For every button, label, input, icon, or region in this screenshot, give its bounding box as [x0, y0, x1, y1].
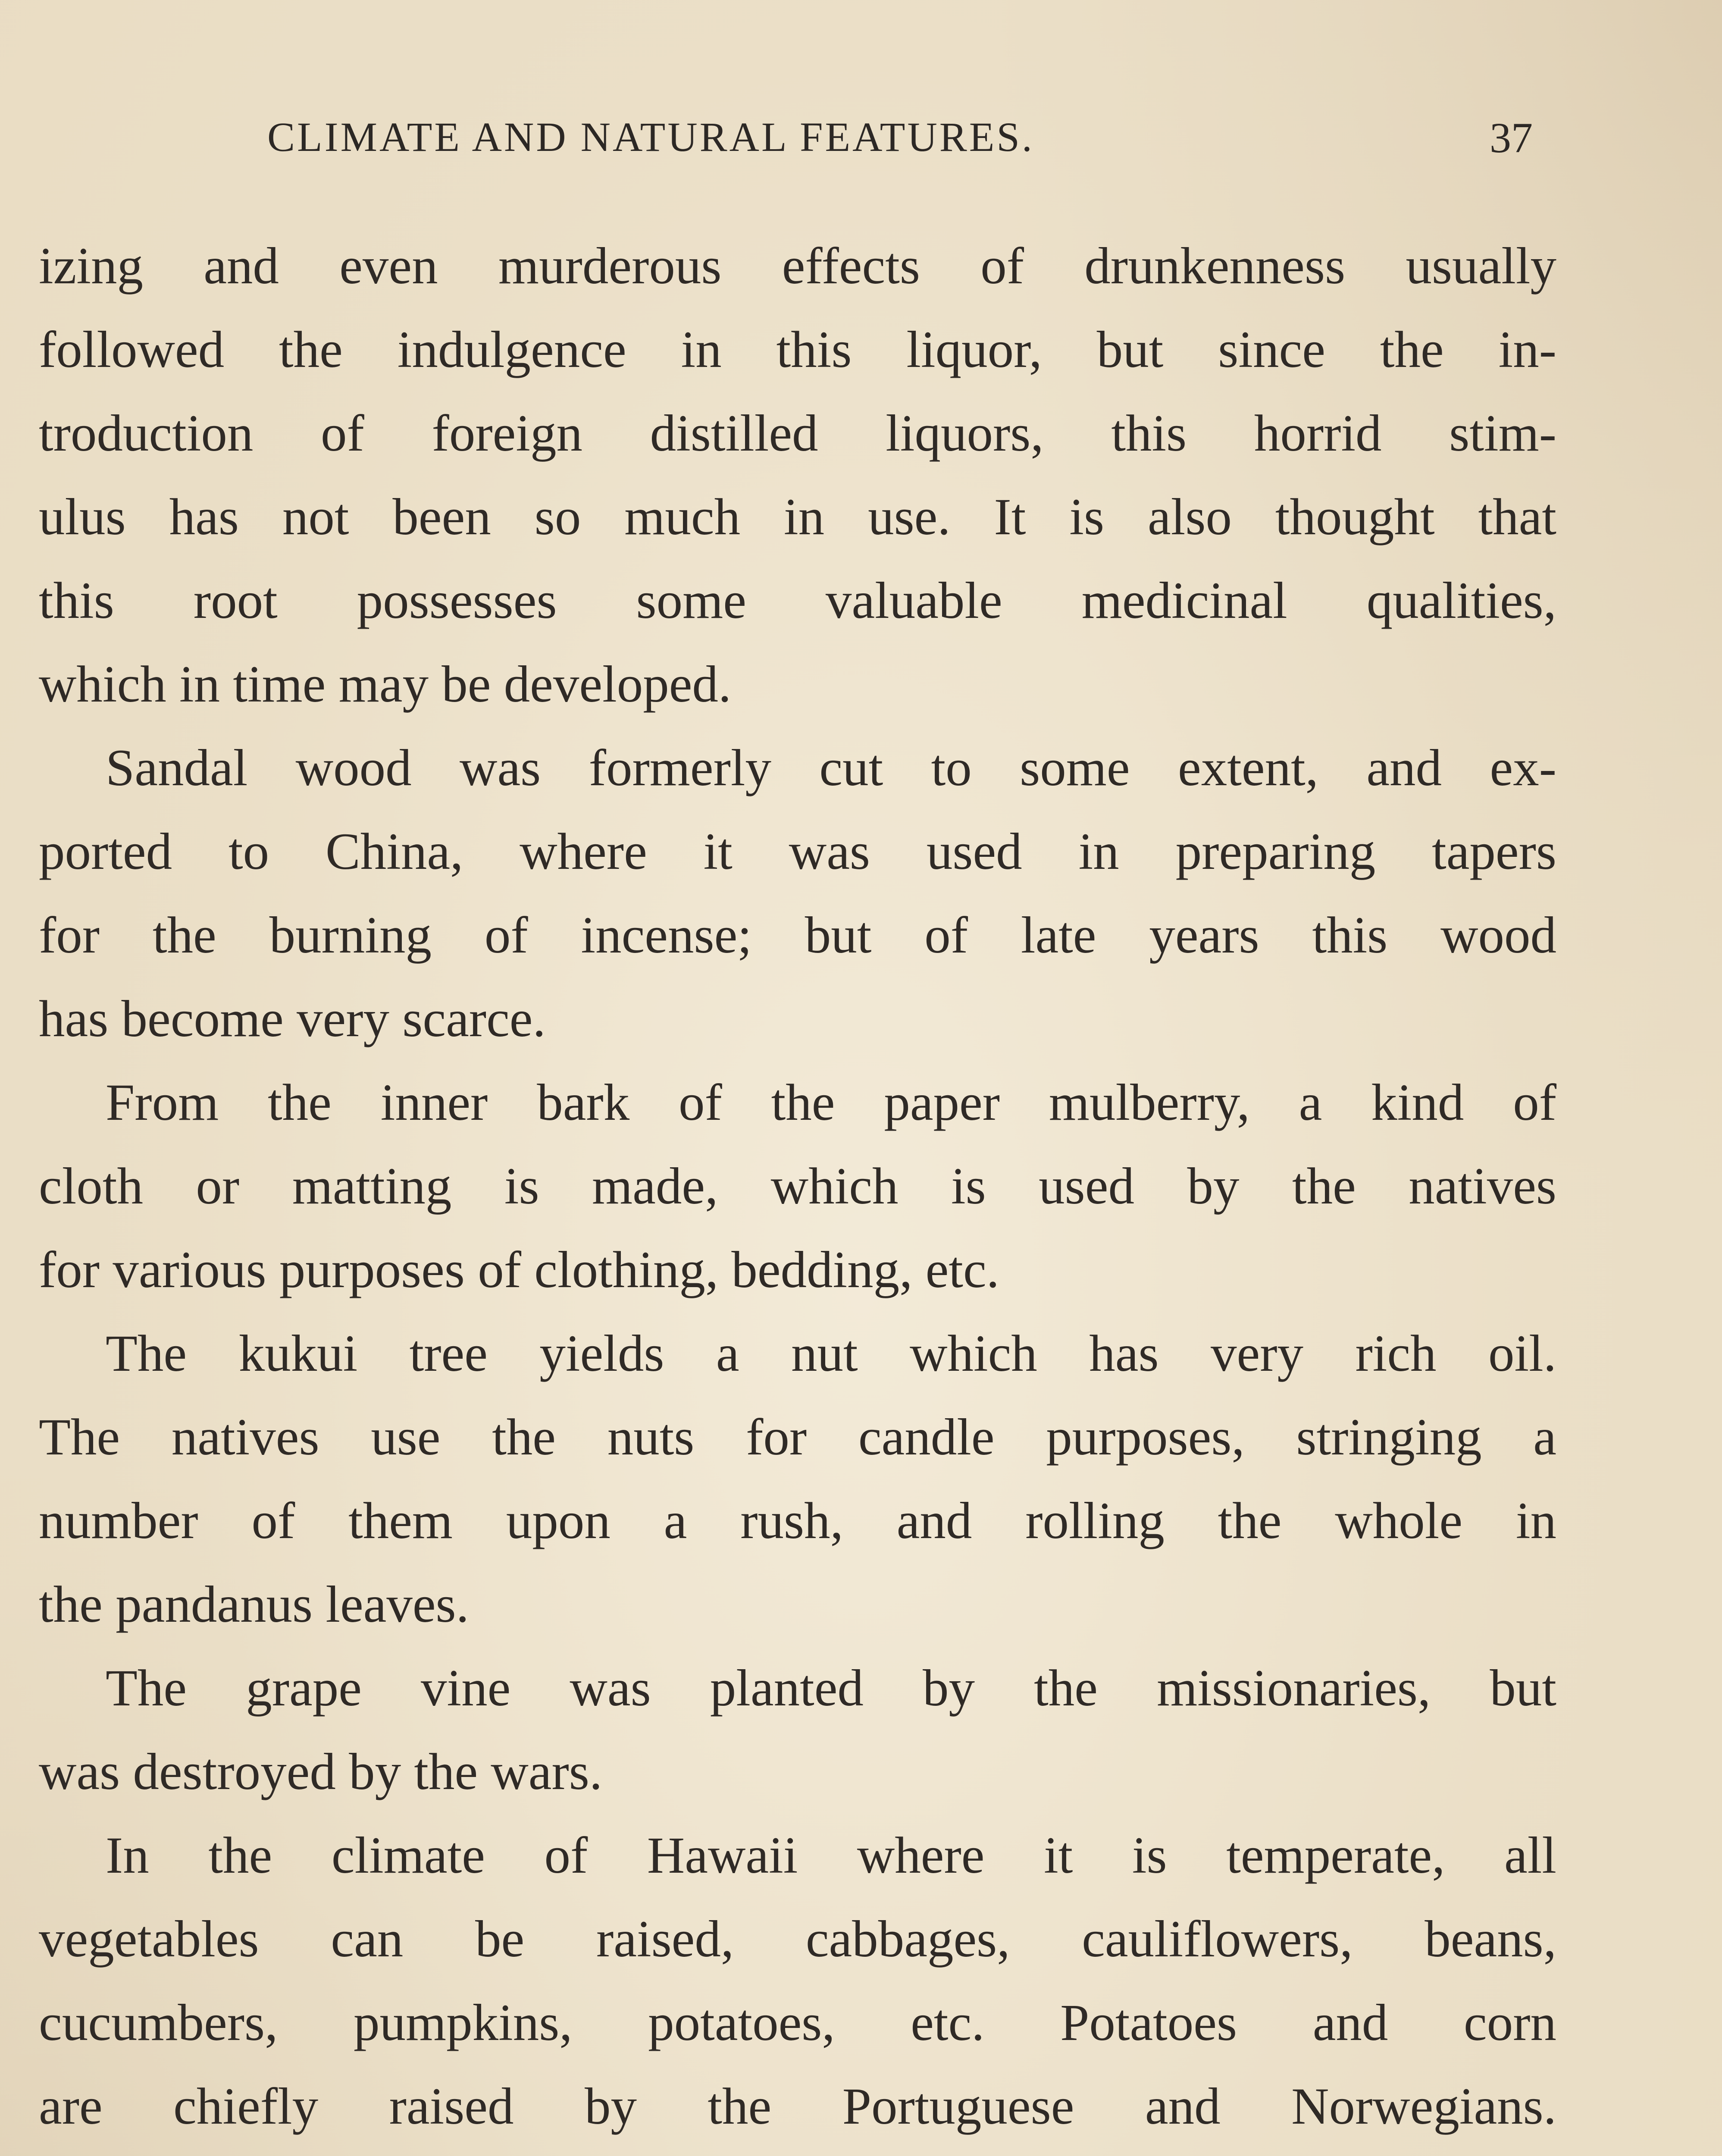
paragraph — [39, 224, 1556, 726]
text-line: for various purposes of clothing, bedding, etc. — [39, 1241, 999, 1299]
text-line: cloth or matting is made, which is used by the natives — [39, 1157, 1556, 1215]
text-line: this root possesses some valuable medicinal qualities, — [39, 572, 1556, 630]
text-line: the pandanus leaves. — [39, 1576, 469, 1633]
paragraph — [39, 1646, 1556, 1814]
text-line: Sandal wood was formerly cut to some extent, and ex- — [106, 739, 1556, 797]
text-line: izing and even murderous effects of drunkenness usually — [39, 237, 1556, 295]
text-line: which in time may be developed. — [39, 655, 732, 713]
text-line: ported to China, where it was used in preparing tapers — [39, 823, 1556, 881]
text-line: was destroyed by the wars. — [39, 1743, 603, 1801]
paragraph — [39, 1814, 1556, 2156]
text-line: The natives use the nuts for candle purposes, stringing a — [39, 1408, 1556, 1466]
page-number: 37 — [1490, 114, 1533, 162]
text-line: The kukui tree yields a nut which has very rich oil. — [106, 1325, 1556, 1382]
text-line: followed the indulgence in this liquor, but since the in- — [39, 321, 1556, 379]
paragraph — [39, 1061, 1556, 1312]
text-line: are chiefly raised by the Portuguese and Norwegians. — [39, 2078, 1556, 2135]
body-text — [39, 224, 1556, 2156]
text-line: number of them upon a rush, and rolling the whole in — [39, 1492, 1556, 1550]
text-line: From the inner bark of the paper mulberry, a kind of — [106, 1074, 1556, 1131]
text-line: ulus has not been so much in use. It is also thought that — [39, 488, 1556, 546]
text-line: for the burning of incense; but of late years this wood — [39, 906, 1556, 964]
text-line: cucumbers, pumpkins, potatoes, etc. Potatoes and corn — [39, 1994, 1556, 2052]
running-head: CLIMATE AND NATURAL FEATURES. — [267, 114, 1034, 160]
text-line: The grape vine was planted by the missionaries, but — [106, 1659, 1556, 1717]
paragraph — [39, 1312, 1556, 1646]
text-line: troduction of foreign distilled liquors, this horrid stim- — [39, 404, 1556, 462]
paragraph — [39, 726, 1556, 1061]
text-line — [39, 2148, 1556, 2156]
text-line: vegetables can be raised, cabbages, cauliflowers, beans, — [39, 1910, 1556, 1968]
text-line: In the climate of Hawaii where it is temperate, all — [106, 1827, 1556, 1884]
text-line: has become very scarce. — [39, 990, 546, 1048]
